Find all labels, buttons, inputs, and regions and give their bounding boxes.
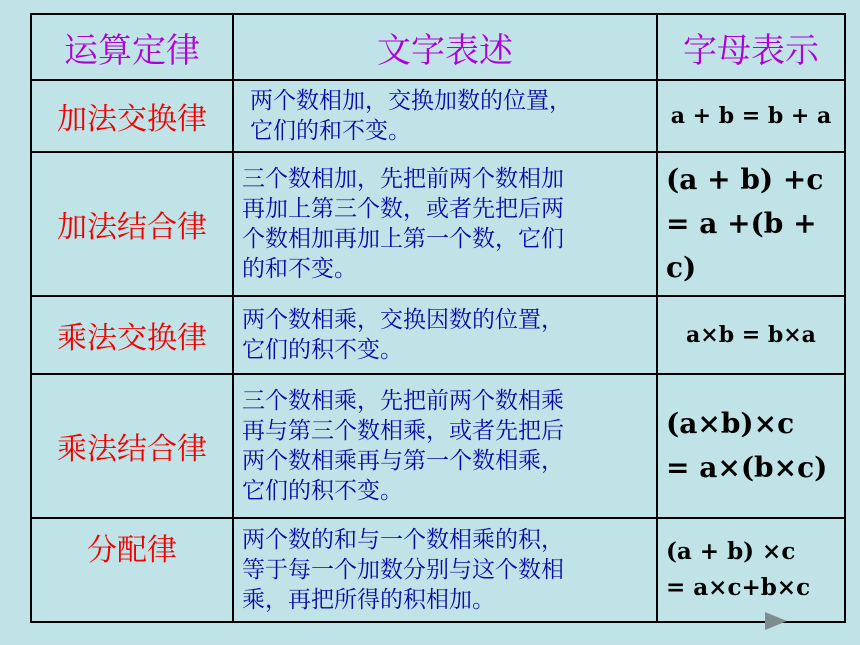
formula-line: = a×c+b×c xyxy=(666,574,811,601)
table-row xyxy=(31,296,845,374)
formula-line: = a×(b×c) xyxy=(666,451,828,484)
law-formula xyxy=(657,374,845,518)
law-description xyxy=(233,374,657,518)
law-name: 分配律 xyxy=(31,518,233,622)
formula-line: a + b = b + a xyxy=(670,103,832,129)
law-description xyxy=(233,518,657,622)
law-name: 加法结合律 xyxy=(31,152,233,296)
description-line: 再加上第三个数，或者先把后两 xyxy=(242,196,564,222)
table-row xyxy=(31,80,845,152)
law-formula xyxy=(657,518,845,622)
law-name: 乘法结合律 xyxy=(31,374,233,518)
description-line: 三个数相加，先把前两个数相加 xyxy=(242,166,564,192)
table-row xyxy=(31,518,845,622)
header-description: 文字表述 xyxy=(233,14,657,80)
description-line: 两个数的和与一个数相乘的积， xyxy=(242,527,564,553)
law-description xyxy=(233,80,657,152)
description-line: 两个数相乘再与第一个数相乘， xyxy=(242,448,564,474)
formula-line: (a×b)×c xyxy=(666,407,795,440)
description-line: 个数相加再加上第一个数，它们 xyxy=(242,226,564,252)
description-line: 等于每一个加数分别与这个数相 xyxy=(242,557,564,583)
formula-line: = a +(b + c) xyxy=(666,207,817,284)
law-description xyxy=(233,296,657,374)
description-line: 三个数相乘，先把前两个数相乘 xyxy=(242,388,564,414)
law-name: 加法交换律 xyxy=(31,80,233,152)
law-formula xyxy=(657,296,845,374)
header-law: 运算定律 xyxy=(31,14,233,80)
description-line: 两个数相乘，交换因数的位置， xyxy=(242,307,564,333)
description-line: 它们的和不变。 xyxy=(250,118,411,144)
law-name: 乘法交换律 xyxy=(31,296,233,374)
description-line: 它们的积不变。 xyxy=(242,337,403,363)
law-formula xyxy=(657,80,845,152)
description-line: 的和不变。 xyxy=(242,256,357,282)
formula-line: (a + b) ×c xyxy=(666,538,796,565)
law-formula xyxy=(657,152,845,296)
description-line: 两个数相加，交换加数的位置， xyxy=(250,88,572,114)
next-arrow-icon[interactable] xyxy=(765,612,787,630)
header-formula: 字母表示 xyxy=(657,14,845,80)
description-line: 乘，再把所得的积相加。 xyxy=(242,587,495,613)
table-row xyxy=(31,152,845,296)
laws-table xyxy=(30,13,846,623)
description-line: 再与第三个数相乘，或者先把后 xyxy=(242,418,564,444)
formula-line: (a + b) +c xyxy=(666,163,824,196)
law-description xyxy=(233,152,657,296)
formula-line: a×b = b×a xyxy=(686,322,816,348)
table-row xyxy=(31,374,845,518)
description-line: 它们的积不变。 xyxy=(242,478,403,504)
header-row xyxy=(31,14,845,80)
